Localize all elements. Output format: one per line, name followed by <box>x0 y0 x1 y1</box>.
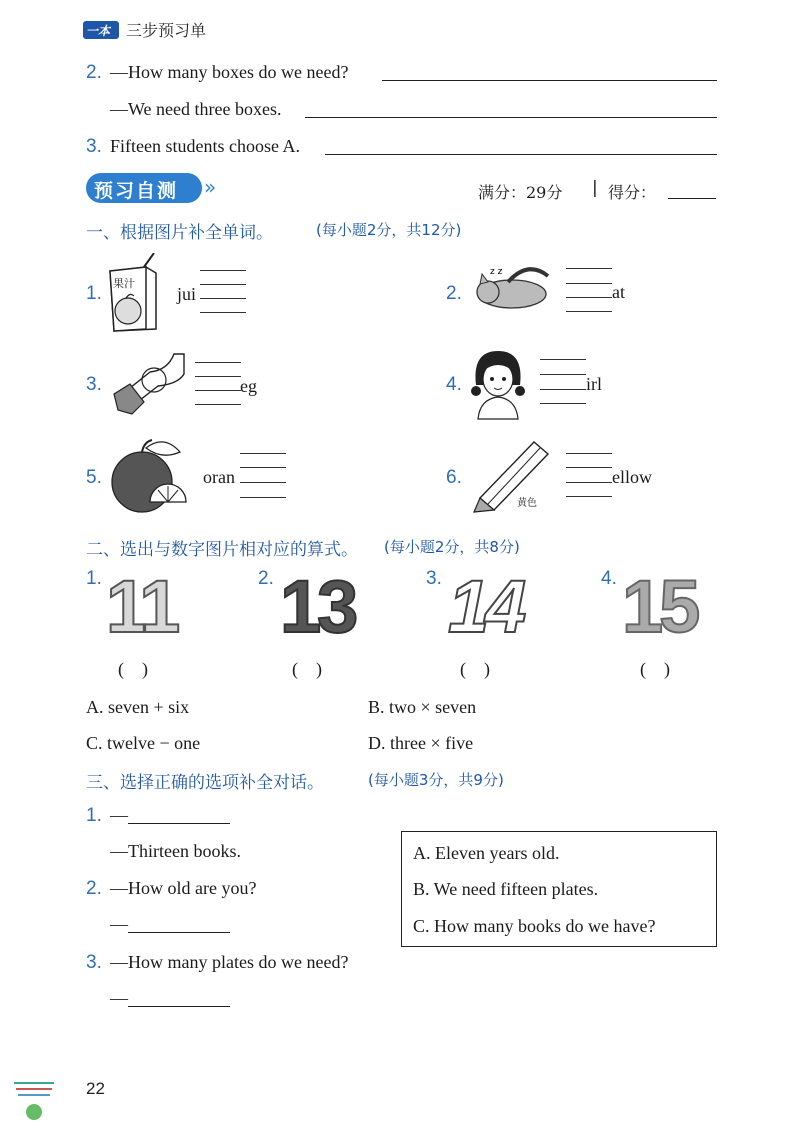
p1-item3-number: 3. <box>86 374 102 395</box>
score-got-label: 得分： <box>608 183 657 202</box>
orange-icon <box>106 434 190 518</box>
p2-item4-bracket: ( ) <box>640 659 670 679</box>
part1-points: (每小题2分，共12分) <box>316 221 462 239</box>
p1-item6-blank-4[interactable] <box>566 496 612 497</box>
score-full: 满分：29分 <box>478 183 563 202</box>
p1-item6-fragment: ellow <box>612 467 652 487</box>
section-banner-text: 预习自测 <box>94 180 179 202</box>
p1-item2-fragment: at <box>612 282 625 302</box>
p1-item3-blank-3[interactable] <box>195 390 241 391</box>
p3-q3-line1: —How many plates do we need? <box>110 952 349 972</box>
footer-logo-icon <box>14 1082 54 1126</box>
p2-item4-digits: 15 <box>622 565 697 648</box>
p1-item3-blank-1[interactable] <box>195 362 241 363</box>
p3-q3-answer-line[interactable] <box>128 1006 230 1007</box>
p1-item2-blank-1[interactable] <box>566 268 612 269</box>
top-q2-answer-line-1[interactable] <box>382 80 717 81</box>
p2-item1-number: 1. <box>86 568 102 589</box>
p2-item3-digits: 14 <box>448 565 523 648</box>
p1-item4-fragment: irl <box>586 374 602 394</box>
part2-points: (每小题2分，共8分) <box>384 538 520 556</box>
p3-q2-number: 2. <box>86 878 102 899</box>
p2-item1-digits: 11 <box>106 565 177 648</box>
p1-item5-number: 5. <box>86 467 102 488</box>
top-q2-line2: —We need three boxes. <box>110 99 282 119</box>
top-q3-text: Fifteen students choose A. <box>110 136 300 156</box>
p2-option-a: A. seven + six <box>86 697 190 717</box>
p1-item1-blank-3[interactable] <box>200 298 246 299</box>
p1-item2-blank-4[interactable] <box>566 311 612 312</box>
p1-item5-blank-3[interactable] <box>240 482 286 483</box>
page-number: 22 <box>86 1079 105 1098</box>
p1-item1-blank-4[interactable] <box>200 312 246 313</box>
p3-box-option-a: A. Eleven years old. <box>413 843 560 863</box>
top-q2-answer-line-2[interactable] <box>305 117 717 118</box>
p1-item3-blank-2[interactable] <box>195 376 241 377</box>
cat-icon <box>472 262 552 314</box>
p1-item3-blank-4[interactable] <box>195 404 241 405</box>
p1-item5-fragment: oran <box>203 467 235 487</box>
score-input-line[interactable] <box>668 198 716 199</box>
p1-item5-blank-1[interactable] <box>240 453 286 454</box>
score-separator: | <box>592 178 598 198</box>
top-q2-number: 2. <box>86 62 102 83</box>
juice-box-icon <box>106 253 166 333</box>
p3-q3-number: 3. <box>86 952 102 973</box>
chevron-double-icon: » <box>204 175 217 199</box>
p2-item2-number: 2. <box>258 568 274 589</box>
p2-item1-bracket: ( ) <box>118 659 148 679</box>
section-banner <box>86 173 226 203</box>
yellow-crayon-icon <box>468 434 552 514</box>
p1-item4-blank-3[interactable] <box>540 389 586 390</box>
p3-q2-line2: — <box>110 914 128 934</box>
part3-points: (每小题3分，共9分) <box>368 771 504 789</box>
p3-box-option-b: B. We need fifteen plates. <box>413 879 599 899</box>
p1-item1-blank-1[interactable] <box>200 270 246 271</box>
p2-option-c: C. twelve − one <box>86 733 201 753</box>
top-q3-answer-line[interactable] <box>325 154 717 155</box>
p1-item2-blank-2[interactable] <box>566 283 612 284</box>
p3-box-option-c: C. How many books do we have? <box>413 916 656 936</box>
header-badge-text: 一本 <box>86 24 111 38</box>
p2-option-d: D. three × five <box>368 733 474 753</box>
p1-item4-blank-2[interactable] <box>540 374 586 375</box>
p1-item6-blank-3[interactable] <box>566 482 612 483</box>
p3-q2-line1: —How old are you? <box>110 878 257 898</box>
p3-q2-answer-line[interactable] <box>128 932 230 933</box>
p3-q1-number: 1. <box>86 805 102 826</box>
p2-item3-bracket: ( ) <box>460 659 490 679</box>
p1-item4-number: 4. <box>446 374 462 395</box>
p1-item1-number: 1. <box>86 283 102 304</box>
p1-item1-fragment: jui <box>177 284 197 304</box>
p1-item1-blank-2[interactable] <box>200 284 246 285</box>
p1-item2-blank-3[interactable] <box>566 297 612 298</box>
p1-item6-blank-1[interactable] <box>566 453 612 454</box>
p3-q1-line1: — <box>110 805 128 825</box>
p2-item3-number: 3. <box>426 568 442 589</box>
top-q3-number: 3. <box>86 136 102 157</box>
p1-item4-blank-4[interactable] <box>540 403 586 404</box>
p2-item2-bracket: ( ) <box>292 659 322 679</box>
p3-q1-line2: —Thirteen books. <box>110 841 241 861</box>
p3-q3-line2: — <box>110 988 128 1008</box>
p1-item6-number: 6. <box>446 467 462 488</box>
p1-item5-blank-2[interactable] <box>240 467 286 468</box>
header-badge <box>83 21 119 39</box>
p2-item2-digits: 13 <box>280 565 355 648</box>
p2-option-b: B. two × seven <box>368 697 477 717</box>
part1-title: 一、根据图片补全单词。 <box>86 223 273 243</box>
p1-item4-blank-1[interactable] <box>540 359 586 360</box>
p1-item6-blank-2[interactable] <box>566 467 612 468</box>
girl-icon <box>468 343 528 421</box>
p1-item5-blank-4[interactable] <box>240 497 286 498</box>
p2-item4-number: 4. <box>601 568 617 589</box>
part3-title: 三、选择正确的选项补全对话。 <box>86 773 324 793</box>
yellow-crayon-label: 黄色 <box>517 498 537 509</box>
leg-icon <box>108 350 188 416</box>
juice-box-label: 果汁 <box>113 277 135 290</box>
part2-title: 二、选出与数字图片相对应的算式。 <box>86 540 358 560</box>
p3-q1-answer-line[interactable] <box>128 823 230 824</box>
header-title: 三步预习单 <box>126 21 207 40</box>
p1-item2-number: 2. <box>446 283 462 304</box>
top-q2-line1: —How many boxes do we need? <box>110 62 349 82</box>
svg-text:z z: z z <box>490 267 503 277</box>
p1-item3-fragment: eg <box>240 376 257 396</box>
